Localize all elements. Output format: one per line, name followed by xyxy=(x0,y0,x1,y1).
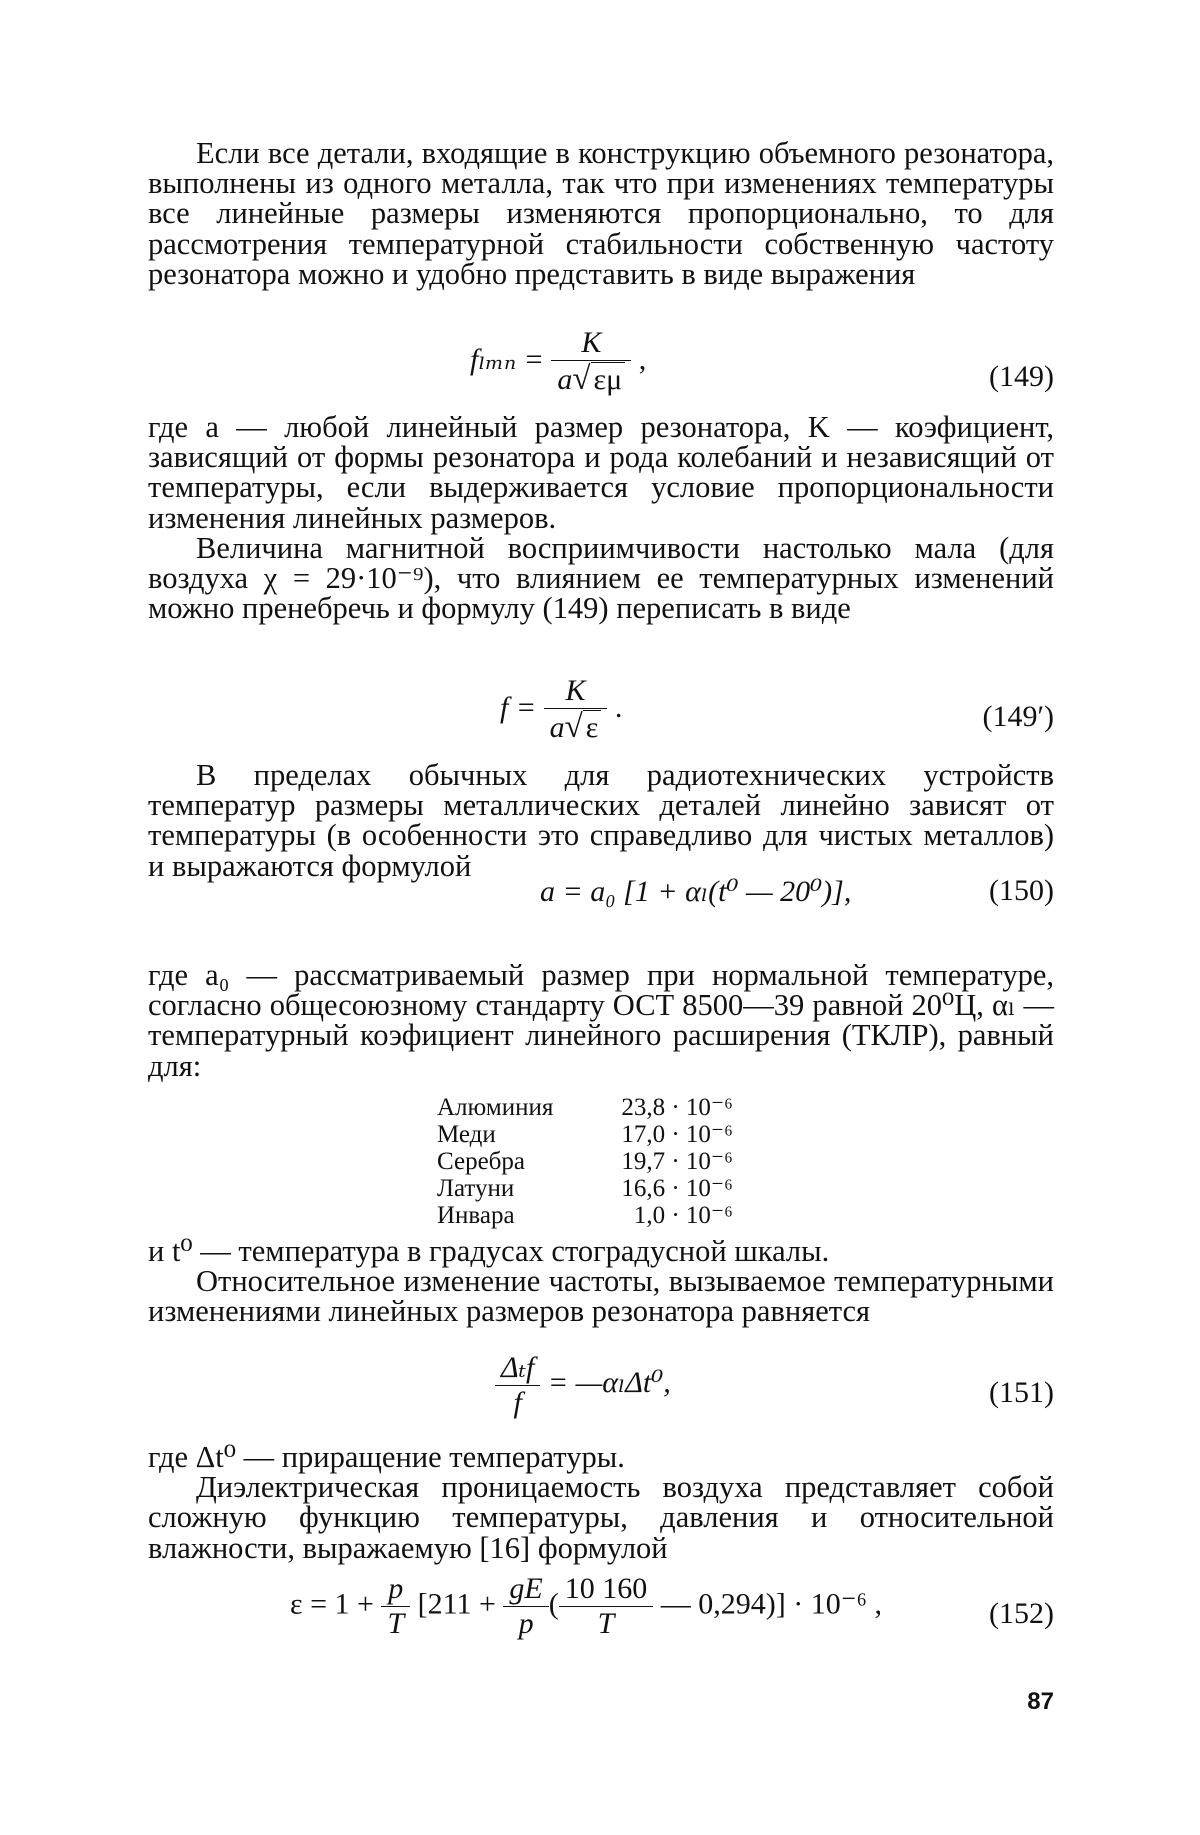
paragraph-rest xyxy=(148,1236,1054,1327)
material-name: Латуни xyxy=(437,1175,515,1202)
formula-radicand: εμ xyxy=(591,362,626,396)
equation-number-151: (151) xyxy=(989,1376,1054,1409)
paragraph-temperature-range xyxy=(148,760,1054,881)
sqrt-icon: √ xyxy=(572,361,591,397)
paragraph-text: Если все детали, входящие в конструкцию объемного резонатора, выполнены из одного металла, так что при изменениях температуры все линейные размеры изменяются пропорционально, то для рассмотрения температурной стабильности собственную частоту резонатора можно и удобно представить в виде выражения xyxy=(148,136,1054,291)
formula-151 xyxy=(495,1350,671,1420)
formula-numerator: Δₜf xyxy=(501,1351,535,1384)
formula-denominator: p xyxy=(518,1607,534,1640)
paragraph-text: Относительное изменение частоты, вызываемое температурными изменениями линейных размеров резонатора равняется xyxy=(148,1264,1054,1329)
formula-fraction-10160-T xyxy=(559,1572,654,1641)
paragraph-where-a xyxy=(148,410,1054,626)
table-row xyxy=(437,1202,733,1229)
formula-152 xyxy=(290,1572,882,1641)
paragraph-text: Величина магнитной восприимчивости настолько мала (для воздуха χ = 29·10⁻⁹), что влиянием ее температурных изменений можно пренебречь и формулу (149) переписать в виде xyxy=(148,530,1054,626)
material-name: Алюминия xyxy=(437,1094,554,1121)
formula-fraction xyxy=(495,1350,540,1420)
material-name: Меди xyxy=(437,1121,496,1148)
material-coefficient: 17,0 · 10⁻⁶ xyxy=(621,1121,733,1148)
formula-lhs: f = xyxy=(500,690,537,724)
formula-denominator: T xyxy=(597,1607,615,1640)
paragraph-text: В пределах обычных для радиотехнических устройств температур размеры металлических деталей линейно зависят от температуры (в особенности это справедливо для чистых металлов) и выражаются формулой xyxy=(148,758,1054,883)
formula-numerator: K xyxy=(581,326,602,359)
formula-text: a = a₀ [1 + αₗ(t⁰ — 20⁰)], xyxy=(540,875,852,908)
page-number: 87 xyxy=(1027,1688,1054,1715)
material-coefficient: 16,6 · 10⁻⁶ xyxy=(621,1175,733,1202)
material-coefficient: 1,0 · 10⁻⁶ xyxy=(633,1202,733,1229)
formula-149 xyxy=(470,326,646,398)
paragraph-text: где Δt⁰ — приращение температуры. xyxy=(148,1440,625,1474)
paragraph-text: и t⁰ — температура в градусах стоградусной шкалы. xyxy=(148,1234,830,1268)
formula-149-prime xyxy=(500,674,622,746)
table-row xyxy=(437,1121,733,1148)
formula-rhs: = —αₗΔt⁰, xyxy=(547,1365,671,1399)
material-name: Серебра xyxy=(437,1148,525,1175)
formula-mid: [211 + xyxy=(417,1587,496,1621)
formula-fraction xyxy=(551,326,631,398)
paragraph-text: где a — любой линейный размер резонатора, K — коэфициент, зависящий от формы резонатора и рода колебаний и независящий от температуры, если выдерживается условие пропорциональности изменения линейных размеров. xyxy=(148,410,1054,535)
formula-numerator: p xyxy=(388,1572,404,1605)
table-row xyxy=(437,1148,733,1175)
equation-number-150: (150) xyxy=(989,874,1054,907)
formula-numerator: K xyxy=(565,674,586,707)
formula-rest: — 0,294)] · 10⁻⁶ , xyxy=(660,1587,883,1621)
formula-150 xyxy=(540,874,851,909)
formula-numerator: 10 160 xyxy=(564,1572,648,1605)
equation-number-152: (152) xyxy=(989,1597,1054,1630)
material-coefficient: 19,7 · 10⁻⁶ xyxy=(621,1148,733,1175)
formula-denominator: f xyxy=(513,1386,522,1419)
materials-table xyxy=(437,1094,733,1229)
formula-fraction-gE-p xyxy=(503,1572,548,1641)
formula-den-a: a xyxy=(557,363,573,396)
equation-number-149: (149) xyxy=(989,360,1054,393)
table-row xyxy=(437,1094,733,1121)
table-row xyxy=(437,1175,733,1202)
paragraph-where-dt xyxy=(148,1442,1054,1563)
formula-denominator: T xyxy=(387,1607,405,1640)
paragraph-intro xyxy=(148,138,1054,289)
formula-radicand: ε xyxy=(583,710,602,744)
formula-numerator: gE xyxy=(509,1572,543,1605)
formula-fraction xyxy=(544,674,608,746)
formula-tail: . xyxy=(614,690,623,724)
paragraph-where-a0 xyxy=(148,960,1054,1081)
material-coefficient: 23,8 · 10⁻⁶ xyxy=(621,1094,733,1121)
formula-tail: , xyxy=(638,342,647,376)
formula-fraction-p-T xyxy=(381,1572,410,1641)
sqrt-icon: √ xyxy=(564,709,583,745)
paragraph-text: где a₀ — рассматриваемый размер при нормальной температуре, согласно общесоюзному стандарту ОСТ 8500—39 равной 20⁰Ц, αₗ — температурный коэфициент линейного расширения (ТКЛР), равный для: xyxy=(148,958,1054,1083)
equation-number-149-prime: (149′) xyxy=(982,700,1054,733)
formula-lhs: fₗₘₙ = xyxy=(470,342,544,376)
material-name: Инвара xyxy=(437,1202,515,1229)
formula-lhs: ε = 1 + xyxy=(290,1587,374,1621)
formula-paren: ( xyxy=(548,1587,559,1621)
paragraph-text: Диэлектрическая проницаемость воздуха представляет собой сложную функцию температуры, давления и относительной влажности, выражаемую [16] формулой xyxy=(148,1470,1054,1565)
formula-den-a: a xyxy=(549,711,565,744)
